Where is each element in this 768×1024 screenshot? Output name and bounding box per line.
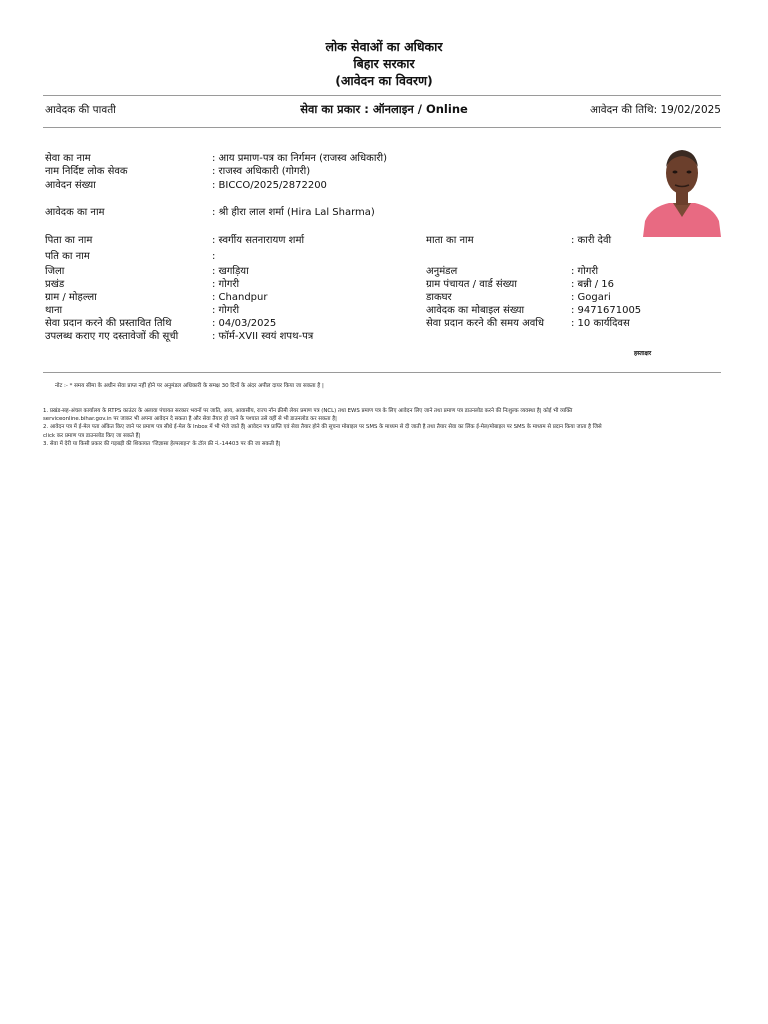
subdivision-label: अनुमंडल <box>426 266 458 277</box>
applicant-label: आवेदक का नाम <box>45 207 105 218</box>
village-label: ग्राम / मोहल्ला <box>45 292 97 303</box>
application-no-label: आवेदन संख्या <box>45 180 96 191</box>
father-label: पिता का नाम <box>45 235 93 246</box>
officer-value: : राजस्व अधिकारी (गोगरी) <box>212 166 311 177</box>
header-subtitle: (आवेदन का विवरण) <box>335 73 433 88</box>
proposed-date-label: सेवा प्रदान करने की प्रस्तावित तिथि <box>45 318 172 329</box>
mobile-value: : 9471671005 <box>571 305 642 316</box>
officer-label: नाम निर्दिष्ट लोक सेवक <box>45 166 128 177</box>
footnote-1: 1. प्रखंड-सह-अंचल कार्यालय के RTPS काउंटर के अलावा पंचायत सरकार भवनों पर जाति, आय, आवासीय, राज्य नॉन क्रीमी लेयर प्रमाण पत्र (NCL) तथा EWS प्रमाण पत्र के लिए आवेदन लिए जाने तथा प्रमाण पत्र डाउनलोड करने की निःशुल्क व्यवस्था है| कोई भी व्यक्ति <box>43 408 573 414</box>
panchayat-value: : बन्नी / 16 <box>571 279 614 290</box>
header-government: बिहार सरकार <box>353 56 415 71</box>
documents-value: : फॉर्म-XVII स्वयं शपथ-पत्र <box>212 331 314 342</box>
father-value: : स्वर्गीय सतनारायण शर्मा <box>212 235 305 246</box>
police-station-value: : गोगरी <box>212 305 240 316</box>
header-title: लोक सेवाओं का अधिकार <box>325 39 443 54</box>
footnotes <box>43 407 723 448</box>
appeal-note: नोट :- * समय सीमा के अधीन सेवा प्राप्त नहीं होने पर अनुमंडल अधिकारी के समक्ष 30 दिनों के अंदर अपील दायर किया जा सकता है | <box>55 383 324 389</box>
footnote-2-cont: click कर प्रमाण पत्र डाउनलोड किए जा सकते हैं| <box>43 432 141 439</box>
block-value: : गोगरी <box>212 279 240 290</box>
block-label: प्रखंड <box>45 279 65 290</box>
village-value: : Chandpur <box>212 292 268 303</box>
document-header <box>0 38 768 89</box>
police-station-label: थाना <box>45 305 63 316</box>
top-divider <box>43 95 721 96</box>
application-date: आवेदन की तिथि: 19/02/2025 <box>590 104 721 116</box>
district-value: : खगड़िया <box>212 266 249 277</box>
meta-divider <box>43 127 721 128</box>
application-no-value: : BICCO/2025/2872200 <box>212 180 327 191</box>
mobile-label: आवेदक का मोबाइल संख्या <box>426 305 525 316</box>
footnote-3: 3. सेवा में देरी या किसी प्रकार की गड़बड़ी की शिकायत 'जिज्ञासा हेल्पलाइन' के टॉल फ्री नं.-14403 पर की जा सकती है| <box>43 440 281 447</box>
subdivision-value: : गोगरी <box>571 266 599 277</box>
receipt-label: आवेदक की पावती <box>45 104 116 116</box>
note-divider <box>43 372 721 373</box>
mother-value: : कारी देवी <box>571 235 612 246</box>
district-label: जिला <box>45 266 65 277</box>
husband-label: पति का नाम <box>45 251 90 262</box>
duration-label: सेवा प्रदान करने की समय अवधि <box>426 318 545 329</box>
service-name-value: : आय प्रमाण-पत्र का निर्गमन (राजस्व अधिकारी) <box>212 153 388 164</box>
applicant-photo-image <box>643 137 721 237</box>
post-office-label: डाकघर <box>426 292 452 303</box>
footnote-1-cont: serviceonline.bihar.gov.in पर जाकर भी अपना आवेदन दे सकता है और सेवा तैयार हो जाने के पश्चात उसे वहीं से भी डाउनलोड कर सकता है| <box>43 416 337 423</box>
footnote-2: 2. आवेदन पत्र में ई-मेल पता अंकित किए जाने पर प्रमाण पत्र सीधे ई-मेल के Inbox में भी भेजे जाते हैं| आवेदन पत्र प्राप्ति एवं सेवा तैयार होने की सूचना मोबाइल पर SMS के माध्यम से दी जाती है तथा तैयार सेवा का लिंक ई-मेल/मोबाइल पर SMS के माध्यम से प्रदान किया जाता है जिसे <box>43 424 602 431</box>
service-type: सेवा का प्रकार : ऑनलाइन / Online <box>300 102 468 116</box>
duration-value: : 10 कार्यदिवस <box>571 318 630 329</box>
post-office-value: : Gogari <box>571 292 611 303</box>
mother-label: माता का नाम <box>426 235 474 246</box>
service-name-label: सेवा का नाम <box>45 153 91 164</box>
proposed-date-value: : 04/03/2025 <box>212 318 277 329</box>
applicant-photo <box>643 137 721 237</box>
applicant-value: : श्री हीरा लाल शर्मा (Hira Lal Sharma) <box>212 207 375 218</box>
husband-value: : <box>212 251 216 262</box>
panchayat-label: ग्राम पंचायत / वार्ड संख्या <box>426 279 517 290</box>
signature-label: हस्ताक्षर <box>634 350 652 357</box>
documents-label: उपलब्ध कराए गए दस्तावेजों की सूची <box>45 331 179 342</box>
